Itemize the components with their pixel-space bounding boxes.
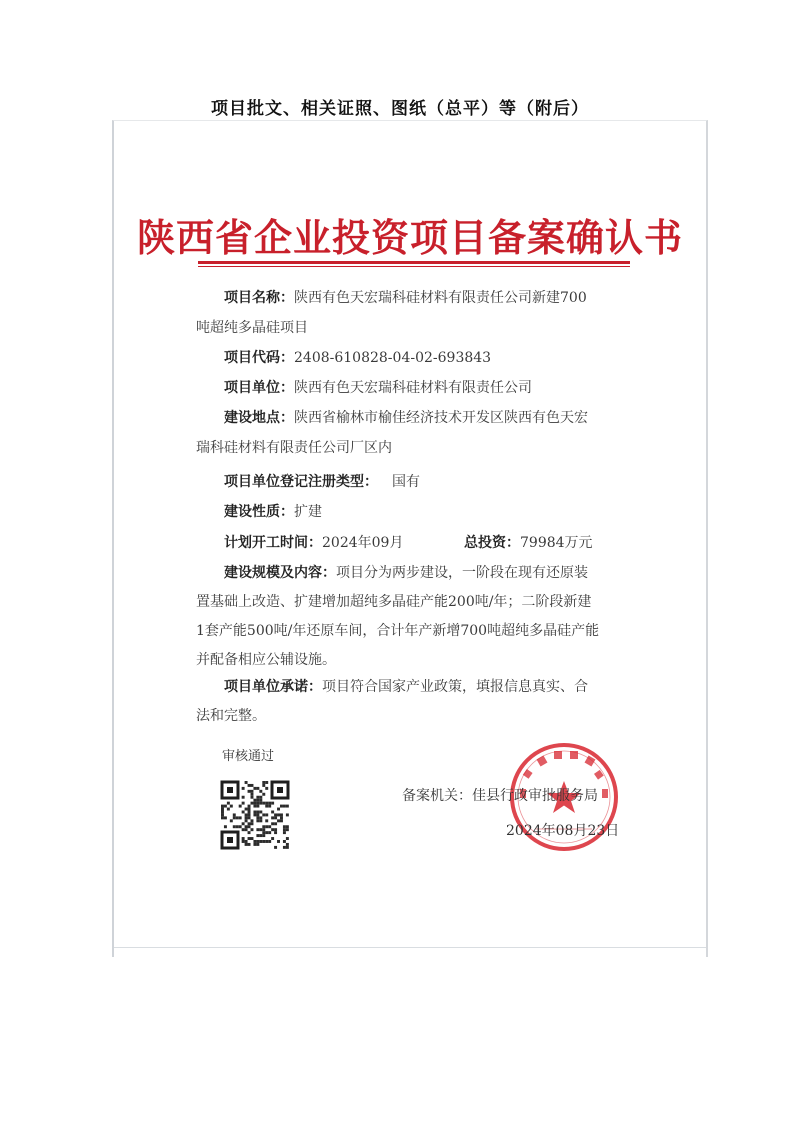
construction-scale-paragraph <box>196 559 636 675</box>
location-value-line2: 瑞科硅材料有限责任公司厂区内 <box>196 440 392 456</box>
project-code-value: 2408-610828-04-02-693843 <box>294 350 492 366</box>
project-code-field <box>224 343 491 373</box>
project-name-continued <box>196 313 308 343</box>
project-code-label: 项目代码： <box>224 350 294 366</box>
start-time-label: 计划开工时间： <box>224 535 322 551</box>
construction-scale-line2: 置基础上改造、扩建增加超纯多晶硅产能200吨/年；二阶段新建 <box>196 594 592 610</box>
location-field <box>224 403 588 433</box>
page-heading: 项目批文、相关证照、图纸（总平）等（附后） <box>211 99 589 119</box>
investment-field <box>464 528 593 558</box>
construction-nature-field <box>224 497 322 527</box>
start-time-value: 2024年09月 <box>322 535 404 551</box>
scan-bottom-edge <box>114 947 706 948</box>
qr-code <box>220 780 290 850</box>
construction-nature-value: 扩建 <box>294 504 322 520</box>
project-unit-value: 陕西有色天宏瑞科硅材料有限责任公司 <box>294 380 532 396</box>
construction-scale-line3: 1套产能500吨/年还原车间，合计年产新增700吨超纯多晶硅产能 <box>196 623 600 639</box>
commitment-paragraph <box>196 673 636 731</box>
commitment-label: 项目单位承诺： <box>224 679 322 695</box>
commitment-line1: 项目单位承诺：项目符合国家产业政策，填报信息真实、合 <box>224 679 588 695</box>
start-time-field <box>224 528 403 558</box>
title-rule-thin <box>198 266 630 267</box>
filing-org-label: 备案机关： <box>402 788 472 804</box>
filing-org-value: 佳县行政审批服务局 <box>472 788 598 804</box>
filing-org <box>402 785 598 805</box>
project-name-value-line2: 吨超纯多晶硅项目 <box>196 320 308 336</box>
project-name-value: 陕西有色天宏瑞科硅材料有限责任公司新建700 <box>294 290 587 306</box>
construction-scale-line4: 并配备相应公辅设施。 <box>196 652 336 668</box>
registration-type-label: 项目单位登记注册类型： <box>224 474 378 490</box>
title-rule-thick <box>198 261 630 264</box>
project-unit-field <box>224 373 532 403</box>
construction-scale-line1: 建设规模及内容：项目分为两步建设，一阶段在现有还原装 <box>224 565 588 581</box>
audit-status: 审核通过 <box>222 749 275 764</box>
location-continued <box>196 433 392 463</box>
certificate-title: 陕西省企业投资项目备案确认书 <box>136 216 683 260</box>
investment-label: 总投资： <box>464 535 520 551</box>
filing-date: 2024年08月23日 <box>506 823 620 839</box>
project-name-field <box>224 283 587 313</box>
investment-value: 79984万元 <box>520 535 593 551</box>
construction-nature-label: 建设性质： <box>224 504 294 520</box>
certificate-scan <box>112 120 708 957</box>
location-label: 建设地点： <box>224 410 294 426</box>
location-value: 陕西省榆林市榆佳经济技术开发区陕西有色天宏 <box>294 410 588 426</box>
registration-type-field <box>224 467 420 497</box>
project-unit-label: 项目单位： <box>224 380 294 396</box>
registration-type-value: 国有 <box>392 474 420 490</box>
commitment-line2: 法和完整。 <box>196 708 266 724</box>
construction-scale-label: 建设规模及内容： <box>224 565 336 581</box>
project-name-label: 项目名称： <box>224 290 294 306</box>
